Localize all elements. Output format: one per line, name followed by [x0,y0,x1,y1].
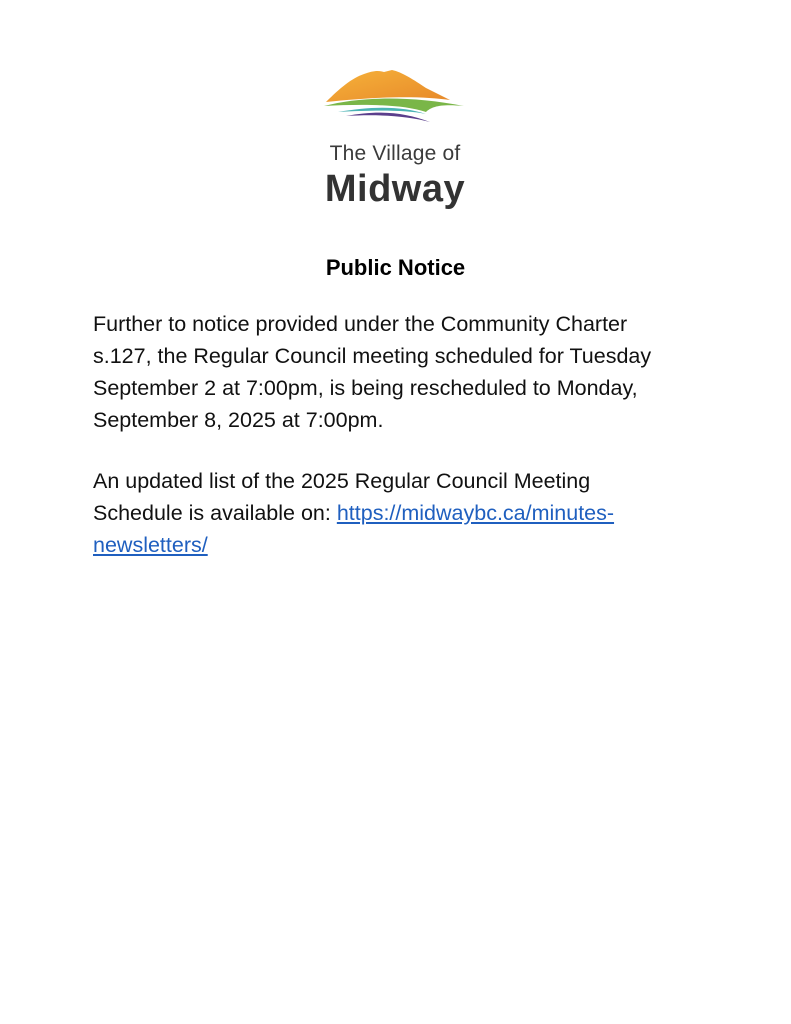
logo-text-village-of: The Village of [329,142,461,165]
schedule-link-continued[interactable]: newsletters/ [93,533,208,557]
notice-paragraph-schedule [93,465,713,561]
paragraph-line: An updated list of the 2025 Regular Council Meeting [93,469,591,493]
paragraph-line-link-continued [93,529,713,561]
notice-title: Public Notice [325,255,466,280]
paragraph-line: September 8, 2025 at 7:00pm. [93,408,384,432]
paragraph-line: September 2 at 7:00pm, is being rescheduled to Monday, [93,376,638,400]
notice-paragraph-reschedule [93,308,713,436]
mountain-river-logo-icon [322,66,468,130]
schedule-link[interactable]: https://midwaybc.ca/minutes- [336,501,615,525]
paragraph-text: Schedule is available on: [93,501,337,525]
paragraph-line-with-link [93,497,713,529]
paragraph-line: s.127, the Regular Council meeting scheduled for Tuesday [93,344,652,368]
logo-text-midway: Midway [324,168,466,210]
village-logo [300,62,490,222]
paragraph-line: Further to notice provided under the Community Charter [93,312,628,336]
